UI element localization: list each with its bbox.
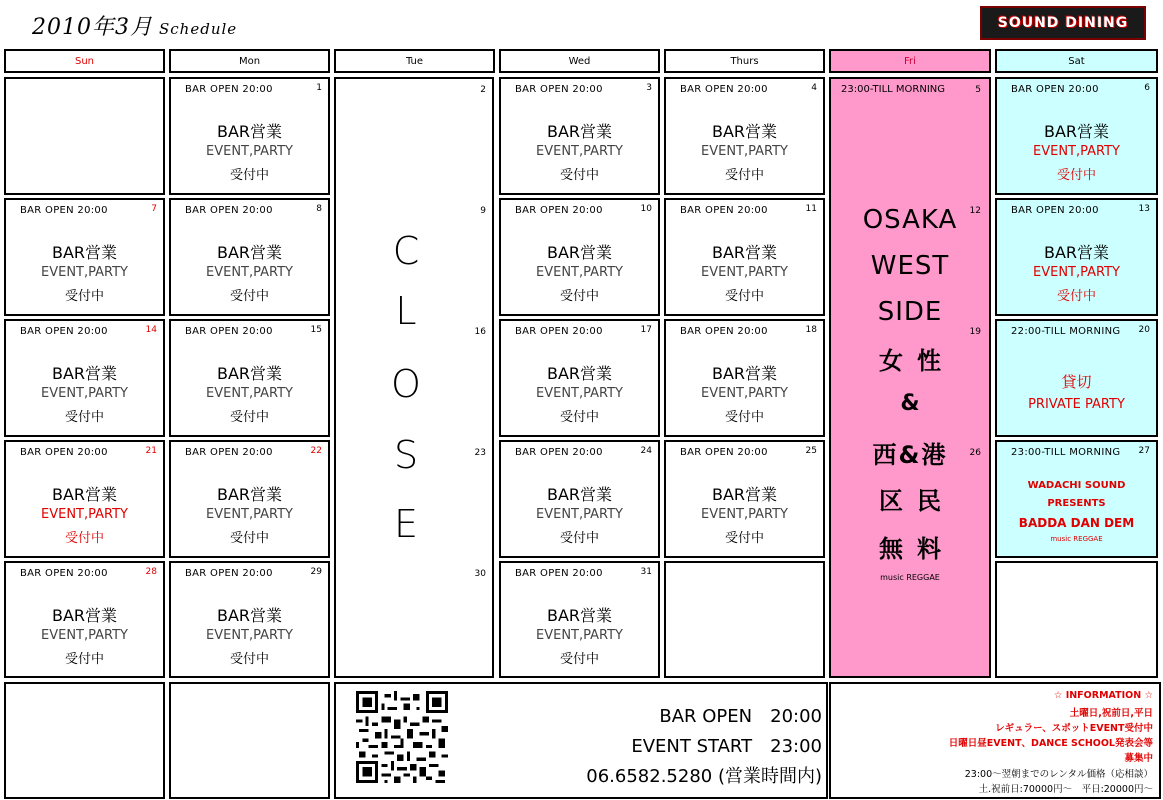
calendar-cell-day-21 [4, 440, 165, 558]
footer-cell-empty [4, 682, 165, 799]
cell-hours: BAR OPEN 20:00 [680, 326, 768, 337]
event-title: BADDA DAN DEM [1018, 516, 1135, 530]
calendar-cell-empty [995, 561, 1158, 678]
event-presents: PRESENTS [1047, 498, 1106, 509]
cell-line1: BAR営業 [711, 122, 778, 141]
cell-line2: EVENT,PARTY [536, 628, 623, 643]
calendar-cell-day-20 [995, 319, 1158, 437]
cell-line2: EVENT,PARTY [206, 265, 293, 280]
close-letter: S [393, 433, 419, 477]
day-number: 21 [145, 446, 157, 456]
header-sat: Sat [995, 49, 1158, 73]
information-line: レギュラー、スポットEVENT受付中 [995, 723, 1153, 734]
day-number: 18 [805, 325, 817, 335]
cell-hours: BAR OPEN 20:00 [680, 447, 768, 458]
cell-hours: BAR OPEN 20:00 [680, 205, 768, 216]
event-line-west: WEST [870, 251, 950, 281]
day-number: 29 [310, 567, 322, 577]
cell-hours: BAR OPEN 20:00 [515, 84, 603, 95]
day-number: 7 [151, 204, 157, 214]
cell-line2: EVENT,PARTY [536, 144, 623, 159]
cell-line1: BAR営業 [51, 364, 118, 383]
cell-line2: EVENT,PARTY [536, 507, 623, 522]
calendar-cell-day-8 [169, 198, 330, 316]
tuesday-closed-column [334, 77, 494, 678]
cell-line3: 受付中 [64, 410, 104, 425]
day-number: 12 [969, 206, 981, 216]
event-genre: music REGGAE [880, 573, 940, 582]
day-number: 11 [805, 204, 817, 214]
cell-line1: BAR営業 [51, 485, 118, 504]
day-number: 10 [640, 204, 652, 214]
information-line: 募集中 [1124, 753, 1153, 764]
cell-hours: BAR OPEN 20:00 [1011, 84, 1099, 95]
day-number: 25 [805, 446, 817, 456]
cell-line3: 受付中 [229, 168, 269, 183]
calendar-cell-day-13 [995, 198, 1158, 316]
close-letter: L [395, 289, 417, 333]
cell-line3: 受付中 [1056, 289, 1096, 304]
event-line-osaka: OSAKA [862, 205, 958, 235]
cell-line1: BAR営業 [711, 243, 778, 262]
qr-code-icon [356, 691, 448, 783]
header-thurs: Thurs [664, 49, 825, 73]
cell-hours: BAR OPEN 20:00 [185, 84, 273, 95]
close-letter: E [393, 502, 418, 546]
information-title: ☆ INFORMATION ☆ [1053, 690, 1153, 701]
day-number: 26 [969, 448, 981, 458]
cell-line3: 受付中 [559, 289, 599, 304]
bar-open-time: BAR OPEN 20:00 [659, 706, 822, 727]
day-number: 15 [310, 325, 322, 335]
calendar-cell-empty [664, 561, 825, 678]
cell-line3: 受付中 [229, 652, 269, 667]
header-sun: Sun [4, 49, 165, 73]
cell-line1: BAR営業 [51, 243, 118, 262]
cell-line2: EVENT,PARTY [206, 628, 293, 643]
day-number: 6 [1144, 83, 1150, 93]
phone-number: 06.6582.5280 (営業時間内) [586, 766, 822, 787]
calendar-cell-day-6 [995, 77, 1158, 195]
day-number: 17 [640, 325, 652, 335]
cell-line2: EVENT,PARTY [701, 386, 788, 401]
cell-line1: BAR営業 [1043, 243, 1110, 262]
header-mon: Mon [169, 49, 330, 73]
cell-hours: BAR OPEN 20:00 [20, 326, 108, 337]
event-presenter: WADACHI SOUND [1027, 480, 1126, 491]
private-party-label: PRIVATE PARTY [1028, 397, 1125, 412]
cell-line2: EVENT,PARTY [206, 507, 293, 522]
cell-hours: BAR OPEN 20:00 [515, 447, 603, 458]
logo-text: SOUND DINING [997, 15, 1129, 31]
day-number: 27 [1138, 446, 1150, 456]
day-number: 2 [480, 85, 486, 95]
day-number: 8 [316, 204, 322, 214]
information-prices: 土.祝前日:70000円～ 平日:20000円～ [978, 784, 1153, 795]
cell-line3: 受付中 [64, 531, 104, 546]
cell-line1: BAR営業 [711, 364, 778, 383]
cell-line1: BAR営業 [216, 243, 283, 262]
footer-cell-empty [169, 682, 330, 799]
cell-hours: BAR OPEN 20:00 [185, 326, 273, 337]
cell-line2: EVENT,PARTY [41, 628, 128, 643]
cell-line2: EVENT,PARTY [1033, 144, 1120, 159]
cell-line3: 受付中 [1056, 168, 1096, 183]
day-number: 1 [316, 83, 322, 93]
cell-line2: EVENT,PARTY [1033, 265, 1120, 280]
calendar-cell-day-28 [4, 561, 165, 678]
day-number: 19 [969, 327, 981, 337]
cell-hours: BAR OPEN 20:00 [185, 447, 273, 458]
calendar-cell-day-3 [499, 77, 660, 195]
day-number: 4 [811, 83, 817, 93]
calendar-cell-day-25 [664, 440, 825, 558]
day-number: 24 [640, 446, 652, 456]
information-line: 土曜日,祝前日,平日 [1069, 708, 1153, 719]
sound-dining-logo [980, 6, 1146, 40]
cell-line3: 受付中 [724, 168, 764, 183]
cell-hours: BAR OPEN 20:00 [680, 84, 768, 95]
information-panel [829, 682, 1161, 799]
cell-line2: EVENT,PARTY [701, 265, 788, 280]
day-number: 16 [474, 327, 486, 337]
cell-line1: BAR営業 [546, 606, 613, 625]
event-line-and: & [900, 391, 920, 416]
calendar-cell-day-14 [4, 319, 165, 437]
cell-line1: BAR営業 [711, 485, 778, 504]
event-genre: music REGGAE [1050, 535, 1103, 543]
cell-hours: BAR OPEN 20:00 [185, 568, 273, 579]
cell-hours: BAR OPEN 20:00 [20, 568, 108, 579]
cell-line1: BAR営業 [546, 243, 613, 262]
cell-line1: BAR営業 [216, 485, 283, 504]
day-number: 30 [474, 569, 486, 579]
friday-event-column [829, 77, 991, 678]
cell-line3: 受付中 [559, 531, 599, 546]
day-number: 5 [975, 85, 981, 95]
calendar-cell-day-24 [499, 440, 660, 558]
day-number: 14 [145, 325, 157, 335]
day-number: 23 [474, 448, 486, 458]
friday-hours: 23:00-TILL MORNING [841, 84, 945, 95]
header-wed: Wed [499, 49, 660, 73]
day-number: 20 [1138, 325, 1150, 335]
cell-line1: BAR営業 [546, 122, 613, 141]
cell-line2: EVENT,PARTY [701, 507, 788, 522]
header-fri: Fri [829, 49, 991, 73]
cell-line2: EVENT,PARTY [41, 386, 128, 401]
cell-line2: EVENT,PARTY [206, 144, 293, 159]
cell-line1: BAR営業 [546, 485, 613, 504]
cell-line1: BAR営業 [546, 364, 613, 383]
calendar-cell-day-18 [664, 319, 825, 437]
cell-line3: 受付中 [559, 410, 599, 425]
cell-line3: 受付中 [724, 410, 764, 425]
close-letter: O [391, 362, 421, 406]
calendar-cell-day-27 [995, 440, 1158, 558]
cell-hours: BAR OPEN 20:00 [515, 568, 603, 579]
cell-line2: EVENT,PARTY [206, 386, 293, 401]
calendar-cell-day-22 [169, 440, 330, 558]
calendar-cell-day-4 [664, 77, 825, 195]
cell-line1: BAR営業 [1043, 122, 1110, 141]
day-number: 13 [1138, 204, 1150, 214]
event-line-women: 女性 [879, 347, 955, 375]
cell-line3: 受付中 [229, 531, 269, 546]
cell-line3: 受付中 [559, 168, 599, 183]
calendar-cell-day-31 [499, 561, 660, 678]
calendar-cell-day-7 [4, 198, 165, 316]
cell-hours: BAR OPEN 20:00 [185, 205, 273, 216]
day-number: 9 [480, 206, 486, 216]
event-line-side: SIDE [877, 297, 943, 327]
day-number: 3 [646, 83, 652, 93]
cell-line3: 受付中 [229, 289, 269, 304]
cell-line2: EVENT,PARTY [701, 144, 788, 159]
cell-line3: 受付中 [64, 289, 104, 304]
cell-line2: EVENT,PARTY [41, 507, 128, 522]
calendar-cell-day-29 [169, 561, 330, 678]
cell-hours: BAR OPEN 20:00 [1011, 205, 1099, 216]
cell-line1: BAR営業 [51, 606, 118, 625]
private-label: 貸切 [1061, 373, 1092, 391]
information-line: 日曜日昼EVENT、DANCE SCHOOL発表会等 [948, 738, 1153, 749]
day-number: 31 [640, 567, 652, 577]
event-start-time: EVENT START 23:00 [631, 736, 822, 757]
cell-line1: BAR営業 [216, 122, 283, 141]
cell-hours: BAR OPEN 20:00 [20, 447, 108, 458]
calendar-cell-day-1 [169, 77, 330, 195]
cell-hours: 23:00-TILL MORNING [1011, 447, 1121, 458]
event-line-residents: 区民 [879, 487, 955, 515]
cell-line3: 受付中 [64, 652, 104, 667]
cell-hours: 22:00-TILL MORNING [1011, 326, 1121, 337]
cell-hours: BAR OPEN 20:00 [515, 326, 603, 337]
event-line-free: 無料 [879, 535, 955, 563]
header-tue: Tue [334, 49, 495, 73]
day-number: 22 [310, 446, 322, 456]
calendar-cell-day-17 [499, 319, 660, 437]
cell-hours: BAR OPEN 20:00 [515, 205, 603, 216]
cell-line2: EVENT,PARTY [536, 386, 623, 401]
close-letter: C [392, 229, 420, 273]
day-number: 28 [145, 567, 157, 577]
cell-line3: 受付中 [229, 410, 269, 425]
calendar-cell-day-10 [499, 198, 660, 316]
cell-line3: 受付中 [724, 289, 764, 304]
cell-line1: BAR営業 [216, 606, 283, 625]
calendar-cell-day-11 [664, 198, 825, 316]
cell-line1: BAR営業 [216, 364, 283, 383]
cell-line3: 受付中 [724, 531, 764, 546]
calendar-cell-day-15 [169, 319, 330, 437]
information-rental: 23:00～翌朝までのレンタル価格（応相談） [964, 769, 1153, 780]
cell-line2: EVENT,PARTY [41, 265, 128, 280]
cell-line2: EVENT,PARTY [536, 265, 623, 280]
page-title [32, 10, 237, 41]
calendar-cell-empty [4, 77, 165, 195]
cell-line3: 受付中 [559, 652, 599, 667]
event-line-wards: 西&港 [872, 441, 948, 469]
title-subtitle: Schedule [159, 20, 238, 38]
cell-hours: BAR OPEN 20:00 [20, 205, 108, 216]
title-month: 2010年3月 [32, 15, 153, 40]
